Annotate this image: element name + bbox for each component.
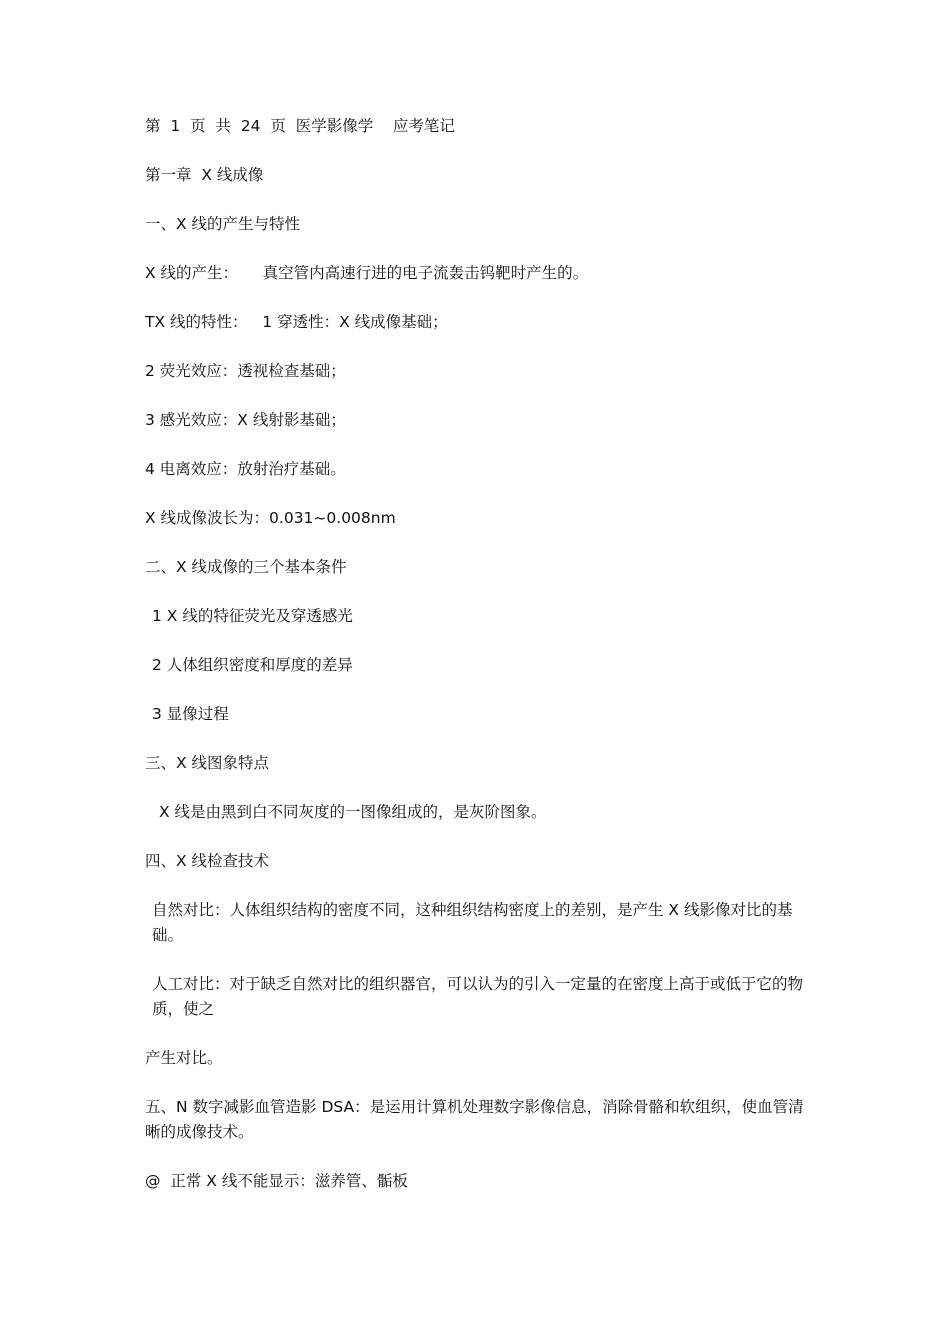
natural-contrast: 自然对比：人体组织结构的密度不同，这种组织结构密度上的差别，是产生 X 线影像对比的基础。 [152, 901, 793, 944]
x-ray-property-1: TX 线的特性： 1 穿透性：X 线成像基础； [145, 313, 448, 331]
condition-1: 1 X 线的特征荧光及穿透感光 [152, 607, 353, 625]
condition-2: 2 人体组织密度和厚度的差异 [152, 656, 353, 674]
artificial-contrast-continued: 产生对比。 [145, 1049, 223, 1067]
wavelength-line: X 线成像波长为：0.031~0.008nm [145, 509, 396, 527]
section-title-3: 三、X 线图象特点 [145, 754, 270, 772]
x-ray-property-3: 3 感光效应：X 线射影基础； [145, 411, 346, 429]
section-title-2: 二、X 线成像的三个基本条件 [145, 558, 347, 576]
condition-3: 3 显像过程 [152, 705, 229, 723]
x-ray-property-2: 2 荧光效应：透视检查基础； [145, 362, 346, 380]
chapter-title: 第一章 X 线成像 [145, 166, 264, 184]
section-dsa: 五、N 数字减影血管造影 DSA：是运用计算机处理数字影像信息，消除骨骼和软组织，使血管清晰的成像技术。 [145, 1098, 804, 1141]
image-feature: X 线是由黑到白不同灰度的一图像组成的，是灰阶图象。 [159, 803, 547, 821]
page-header-line: 第 1 页 共 24 页 医学影像学 应考笔记 [145, 117, 455, 135]
section-title-4: 四、X 线检查技术 [145, 852, 270, 870]
normal-xray-note: @ 正常 X 线不能显示：滋养管、骺板 [145, 1172, 408, 1190]
section-title-1: 一、X 线的产生与特性 [145, 215, 301, 233]
artificial-contrast: 人工对比：对于缺乏自然对比的组织器官，可以认为的引入一定量的在密度上高于或低于它的物质，使之 [152, 975, 804, 1018]
x-ray-property-4: 4 电离效应：放射治疗基础。 [145, 460, 346, 478]
document-body [145, 114, 815, 1218]
x-ray-production: X 线的产生： 真空管内高速行进的电子流轰击钨靶时产生的。 [145, 264, 589, 282]
